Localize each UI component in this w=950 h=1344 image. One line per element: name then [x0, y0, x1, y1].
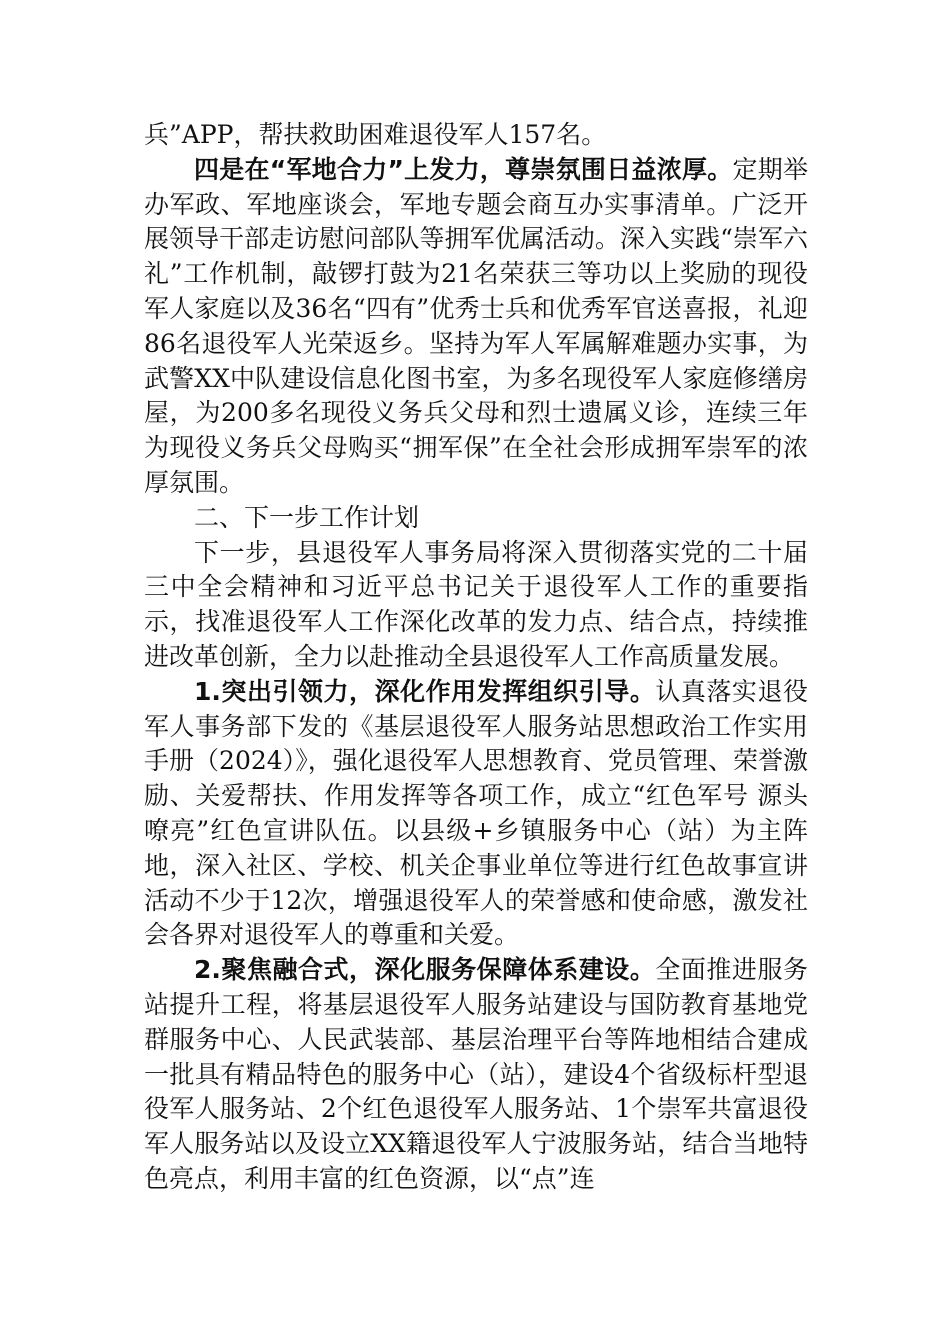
- paragraph-lead: 1.突出引领力，深化作用发挥组织引导。: [194, 676, 656, 706]
- paragraph-text: 全面推进服务站提升工程，将基层退役军人服务站建设与国防教育基地党群服务中心、人民武装部、基层治理平台等阵地相结合建成一批具有精品特色的服务中心（站），建设4个省级标杆型退役军人服务站、2个红色退役军人服务站、1个崇军共富退役军人服务站以及设立XX籍退役军人宁波服务站，结合当地特色亮点，利用丰富的红色资源，以“点”连: [144, 955, 808, 1193]
- paragraph-continuation: [144, 118, 808, 153]
- paragraph-text: 定期举办军政、军地座谈会，军地专题会商互办实事清单。广泛开展领导干部走访慰问部队等拥军优属活动。深入实践“崇军六礼”工作机制，敲锣打鼓为21名荣获三等功以上奖励的现役军人家庭以及36名“四有”优秀士兵和优秀军官送喜报，礼迎86名退役军人光荣返乡。坚持为军人军属解难题办实事，为武警XX中队建设信息化图书室，为多名现役军人家庭修缮房屋，为200多名现役义务兵父母和烈士遗属义诊，连续三年为现役义务兵父母购买“拥军保”在全社会形成拥军崇军的浓厚氛围。: [144, 154, 808, 497]
- paragraph-military-civil-cooperation: [144, 153, 808, 501]
- paragraph-item-2: [144, 953, 808, 1197]
- paragraph-item-1: [144, 675, 808, 953]
- section-heading-next-steps: [144, 501, 808, 536]
- document-page: [144, 118, 808, 1197]
- paragraph-text: 兵”APP，帮扶救助困难退役军人157名。: [144, 120, 607, 149]
- paragraph-lead: 2.聚焦融合式，深化服务保障体系建设。: [194, 955, 656, 985]
- paragraph-next-step-intro: [144, 536, 808, 675]
- paragraph-text: 下一步，县退役军人事务局将深入贯彻落实党的二十届三中全会精神和习近平总书记关于退役军人工作的重要指示，找准退役军人工作深化改革的发力点、结合点，持续推进改革创新，全力以赴推动全县退役军人工作高质量发展。: [144, 537, 808, 671]
- paragraph-text: 认真落实退役军人事务部下发的《基层退役军人服务站思想政治工作实用手册（2024）》，强化退役军人思想教育、党员管理、荣誉激励、关爱帮扶、作用发挥等各项工作，成立“红色军号 源头嘹亮”红色宣讲队伍。以县级+乡镇服务中心（站）为主阵地，深入社区、学校、机关企事业单位等进行红色故事宣讲活动不少于12次，增强退役军人的荣誉感和使命感，激发社会各界对退役军人的尊重和关爱。: [144, 676, 808, 950]
- section-heading-text: 二、下一步工作计划: [194, 502, 420, 532]
- paragraph-lead: 四是在“军地合力”上发力，尊崇氛围日益浓厚。: [194, 154, 733, 184]
